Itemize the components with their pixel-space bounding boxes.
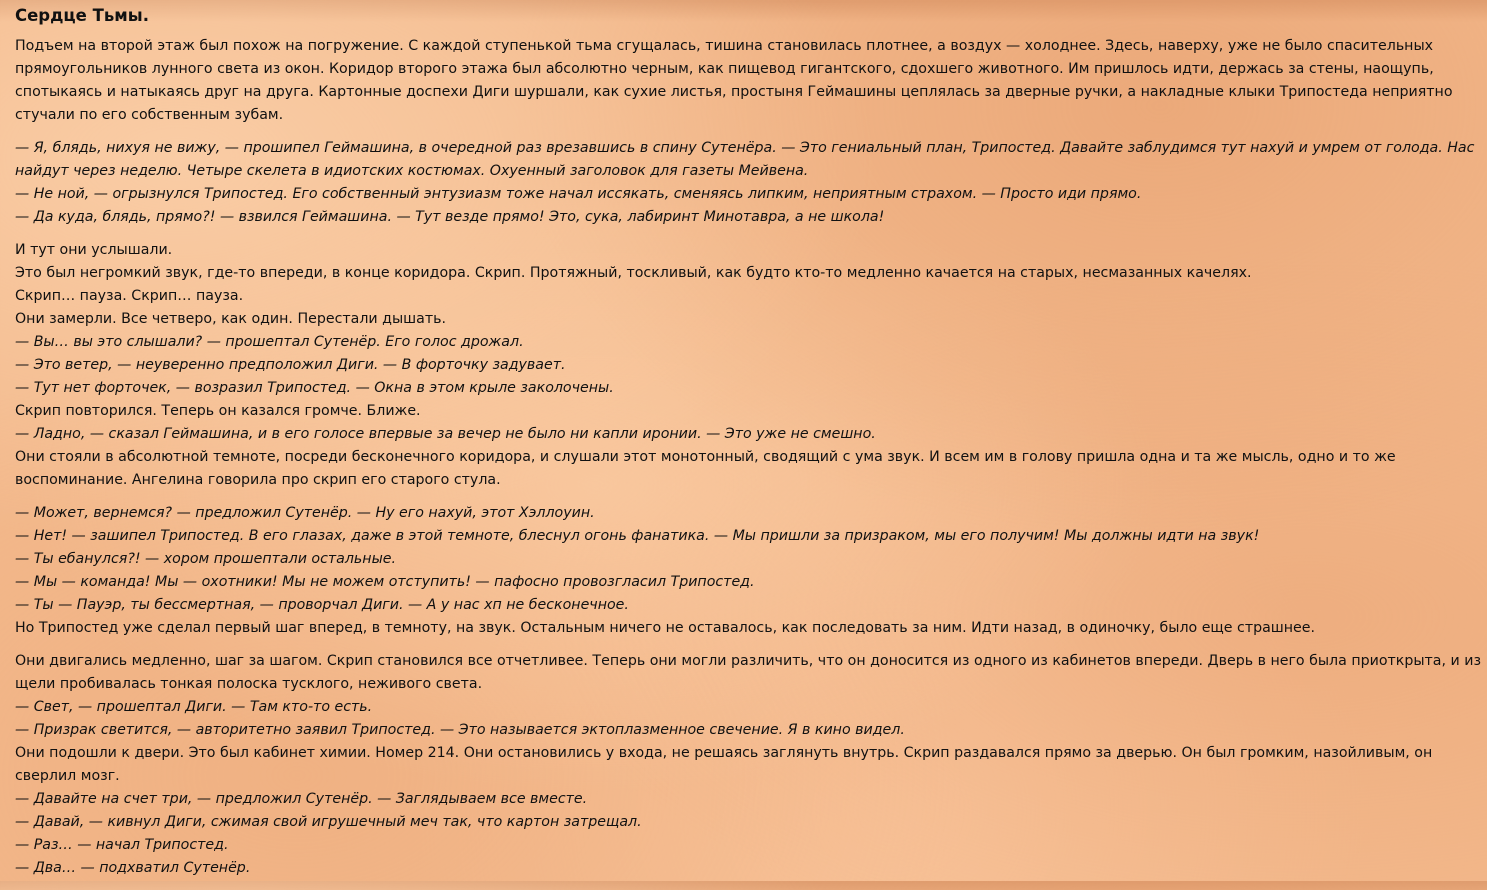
narration-line: Они двигались медленно, шаг за шагом. Скрип становился все отчетливее. Теперь они могли различить, что он доносится из одного из кабинетов впереди. Дверь в него была приоткрыта, и из щели пробивалась тонкая полоска тусклого, неживого света.	[15, 653, 1482, 692]
paragraph-block	[15, 502, 1485, 640]
dialogue-line: — Ты ебанулся?! — хором прошептали остальные.	[15, 551, 397, 567]
dialogue-line: — Мы — команда! Мы — охотники! Мы не можем отступить! — пафосно провозгласил Трипостед.	[15, 574, 755, 590]
chapter-title: Сердце Тьмы.	[15, 6, 149, 25]
narration-line: Они подошли к двери. Это был кабинет химии. Номер 214. Они остановились у входа, не решаясь заглянуть внутрь. Скрип раздавался прямо за дверью. Он был громким, назойливым, он сверлил мозг.	[15, 745, 1433, 784]
dialogue-line: — Два… — подхватил Сутенёр.	[15, 860, 251, 876]
dialogue-line: — Призрак светится, — авторитетно заявил Трипостед. — Это называется эктоплазменное свечение. Я в кино видел.	[15, 722, 905, 738]
dialogue-line: — Это ветер, — неуверенно предположил Диги. — В форточку задувает.	[15, 357, 566, 373]
paragraph-block	[15, 650, 1485, 880]
dialogue-line: — Свет, — прошептал Диги. — Там кто-то есть.	[15, 699, 373, 715]
story-page	[15, 5, 1485, 890]
dialogue-line: — Вы… вы это слышали? — прошептал Сутенёр. Его голос дрожал.	[15, 334, 524, 350]
dialogue-line: — Не ной, — огрызнулся Трипостед. Его собственный энтузиазм тоже начал иссякать, сменяясь липким, неприятным страхом. — Просто иди прямо.	[15, 186, 1142, 202]
narration-line: Подъем на второй этаж был похож на погружение. С каждой ступенькой тьма сгущалась, тишина становилась плотнее, а воздух — холоднее. Здесь, наверху, уже не было спасительных прямоугольников лунного света из окон. Коридор второго этажа был абсолютно черным, как пищевод гигантского, сдохшего животного. Им пришлось идти, держась за стены, наощупь, спотыкаясь и натыкаясь друг на друга. Картонные доспехи Диги шуршали, как сухие листья, простыня Геймашины цеплялась за дверные ручки, а накладные клыки Трипостеда неприятно стучали по его собственным зубам.	[15, 38, 1453, 123]
narration-line: Они стояли в абсолютной темноте, посреди бесконечного коридора, и слушали этот монотонный, сводящий с ума звук. И всем им в голову пришла одна и та же мысль, одно и то же воспоминание. Ангелина говорила про скрип его старого стула.	[15, 449, 1396, 488]
narration-line: Они замерли. Все четверо, как один. Перестали дышать.	[15, 311, 446, 327]
dialogue-line: — Может, вернемся? — предложил Сутенёр. — Ну его нахуй, этот Хэллоуин.	[15, 505, 595, 521]
dialogue-line: — Давай, — кивнул Диги, сжимая свой игрушечный меч так, что картон затрещал.	[15, 814, 642, 830]
dialogue-line: — Нет! — зашипел Трипостед. В его глазах, даже в этой темноте, блеснул огонь фанатика. — Мы пришли за призраком, мы его получим! Мы должны идти на звук!	[15, 528, 1260, 544]
dialogue-line: — Да куда, блядь, прямо?! — взвился Геймашина. — Тут везде прямо! Это, сука, лабиринт Минотавра, а не школа!	[15, 209, 885, 225]
dialogue-line: — Ты — Пауэр, ты бессмертная, — проворчал Диги. — А у нас хп не бесконечное.	[15, 597, 629, 613]
paragraph-block	[15, 239, 1485, 492]
narration-line: Скрип… пауза. Скрип… пауза.	[15, 288, 244, 304]
dialogue-line: — Я, блядь, нихуя не вижу, — прошипел Геймашина, в очередной раз врезавшись в спину Сутенёра. — Это гениальный план, Трипостед. Давайте заблудимся тут нахуй и умрем от голода. Нас найдут через неделю. Четыре скелета в идиотских костюмах. Охуенный заголовок для газеты Мейвена.	[15, 140, 1475, 179]
story-body	[15, 35, 1485, 880]
paragraph-block	[15, 35, 1485, 127]
dialogue-line: — Раз… — начал Трипостед.	[15, 837, 229, 853]
dialogue-line: — Тут нет форточек, — возразил Трипостед. — Окна в этом крыле заколочены.	[15, 380, 614, 396]
dialogue-line: — Давайте на счет три, — предложил Сутенёр. — Заглядываем все вместе.	[15, 791, 588, 807]
narration-line: Но Трипостед уже сделал первый шаг вперед, в темноту, на звук. Остальным ничего не оставалось, как последовать за ним. Идти назад, в одиночку, было еще страшнее.	[15, 620, 1316, 636]
paragraph-block	[15, 137, 1485, 229]
narration-line: Это был негромкий звук, где-то впереди, в конце коридора. Скрип. Протяжный, тоскливый, как будто кто-то медленно качается на старых, несмазанных качелях.	[15, 265, 1252, 281]
dialogue-line: — Ладно, — сказал Геймашина, и в его голосе впервые за вечер не было ни капли иронии. — Это уже не смешно.	[15, 426, 876, 442]
narration-line: И тут они услышали.	[15, 242, 173, 258]
narration-line: Скрип повторился. Теперь он казался громче. Ближе.	[15, 403, 421, 419]
